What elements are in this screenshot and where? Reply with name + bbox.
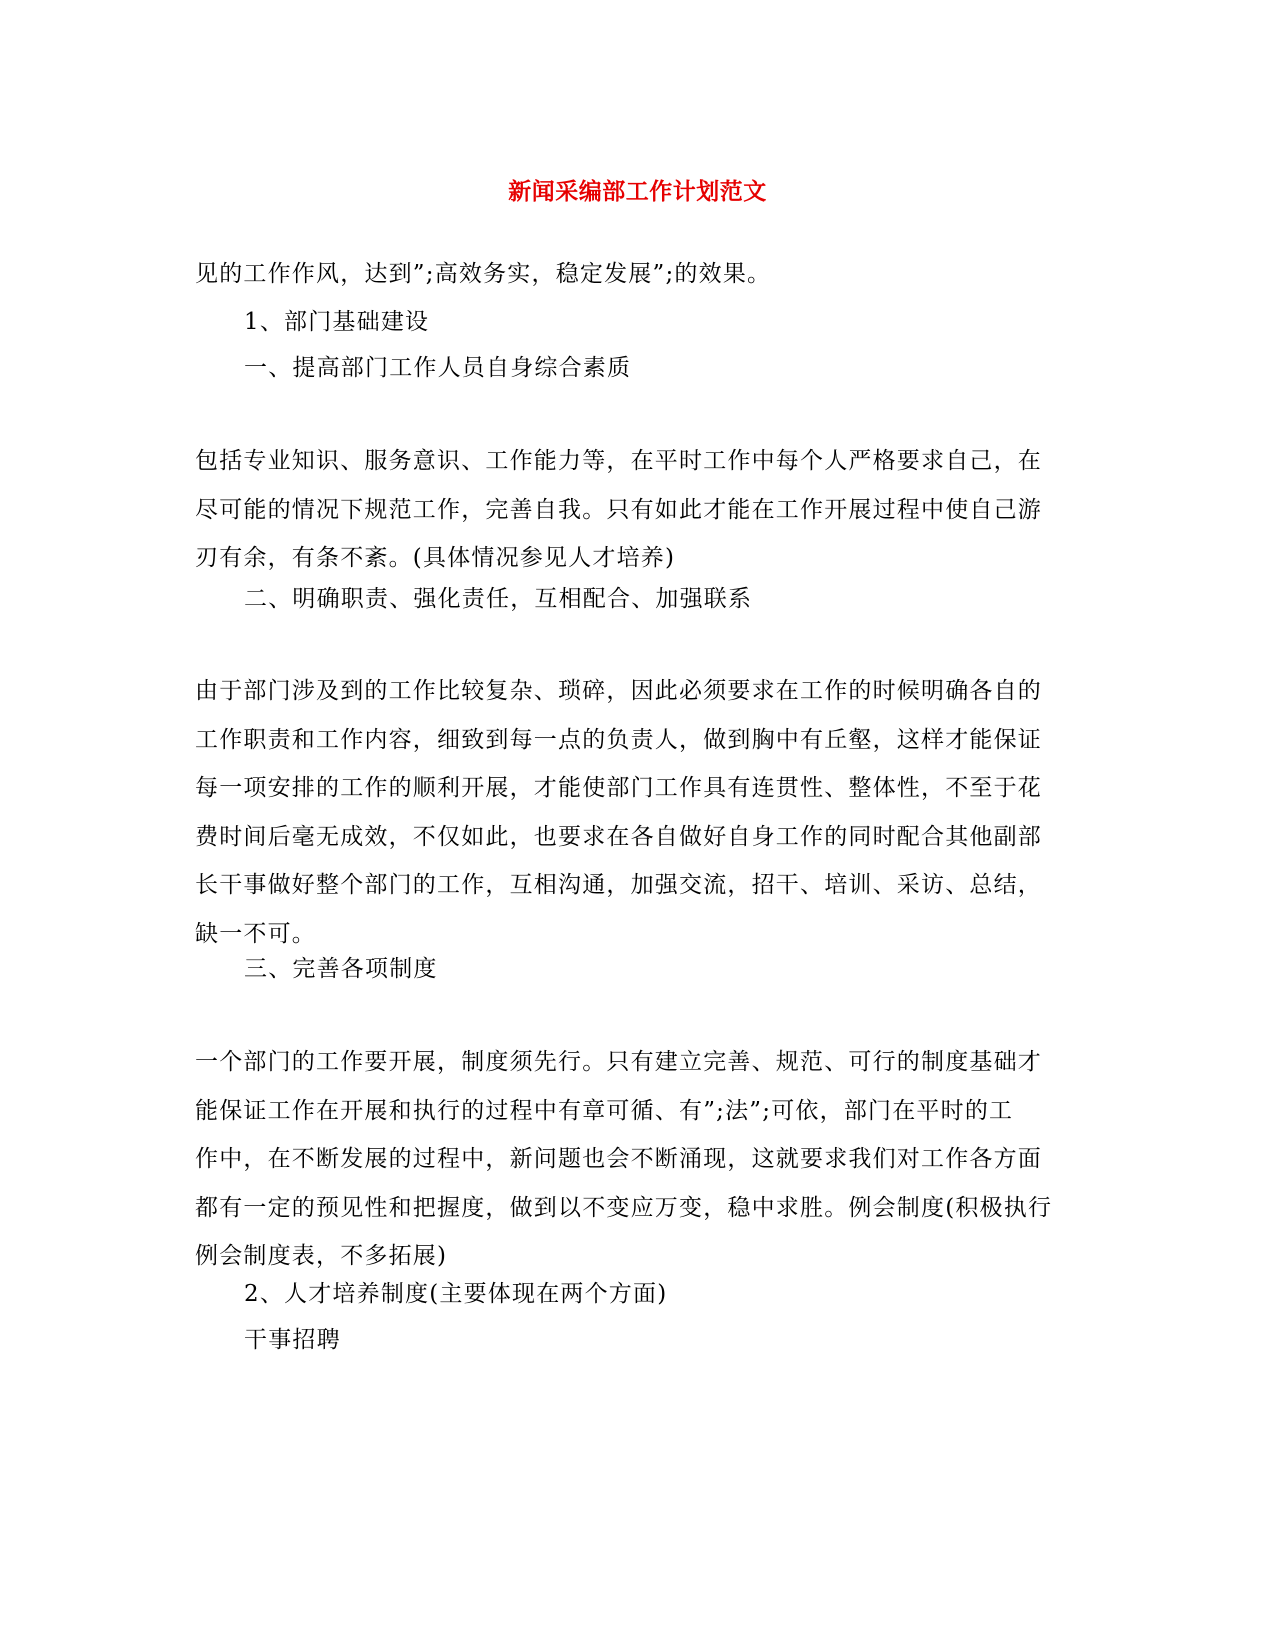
heading-subsection-2: 二、明确职责、强化责任，互相配合、加强联系	[244, 586, 753, 612]
heading-recruitment: 干事招聘	[244, 1327, 341, 1353]
heading-subsection-1: 一、提高部门工作人员自身综合素质	[244, 355, 632, 381]
paragraph-quality: 包括专业知识、服务意识、工作能力等，在平时工作中每个人严格要求自己，在 尽可能的情况下规范工作，完善自我。只有如此才能在工作开展过程中使自己游 刃有余，有条不紊。(具体情况参见人才培养)	[195, 448, 1042, 571]
paragraph-systems: 一个部门的工作要开展，制度须先行。只有建立完善、规范、可行的制度基础才 能保证工作在开展和执行的过程中有章可循、有”;法”;可依，部门在平时的工 作中，在不断发展的过程中，新问题也会不断涌现，这就要求我们对工作各方面 都有一定的预见性和把握度，做到以不变应万变，稳中求胜。例会制度(积极执行 例会制度表，不多拓展)	[195, 1049, 1053, 1269]
document-title: 新闻采编部工作计划范文	[508, 178, 767, 205]
heading-section-2: 2、人才培养制度(主要体现在两个方面)	[244, 1281, 668, 1307]
heading-subsection-3: 三、完善各项制度	[244, 956, 438, 982]
heading-section-1: 1、部门基础建设	[244, 309, 430, 335]
paragraph-responsibilities: 由于部门涉及到的工作比较复杂、琐碎，因此必须要求在工作的时候明确各自的 工作职责和工作内容，细致到每一点的负责人，做到胸中有丘壑，这样才能保证 每一项安排的工作的顺利开展，才能使部门工作具有连贯性、整体性，不至于花 费时间后毫无成效，不仅如此，也要求在各自做好自身工作的同时配合其他副部 长干事做好整个部门的工作，互相沟通，加强交流，招干、培训、采访、总结， 缺一不可。	[195, 678, 1042, 947]
paragraph-continuation: 见的工作作风，达到”;高效务实，稳定发展”;的效果。	[195, 261, 772, 287]
